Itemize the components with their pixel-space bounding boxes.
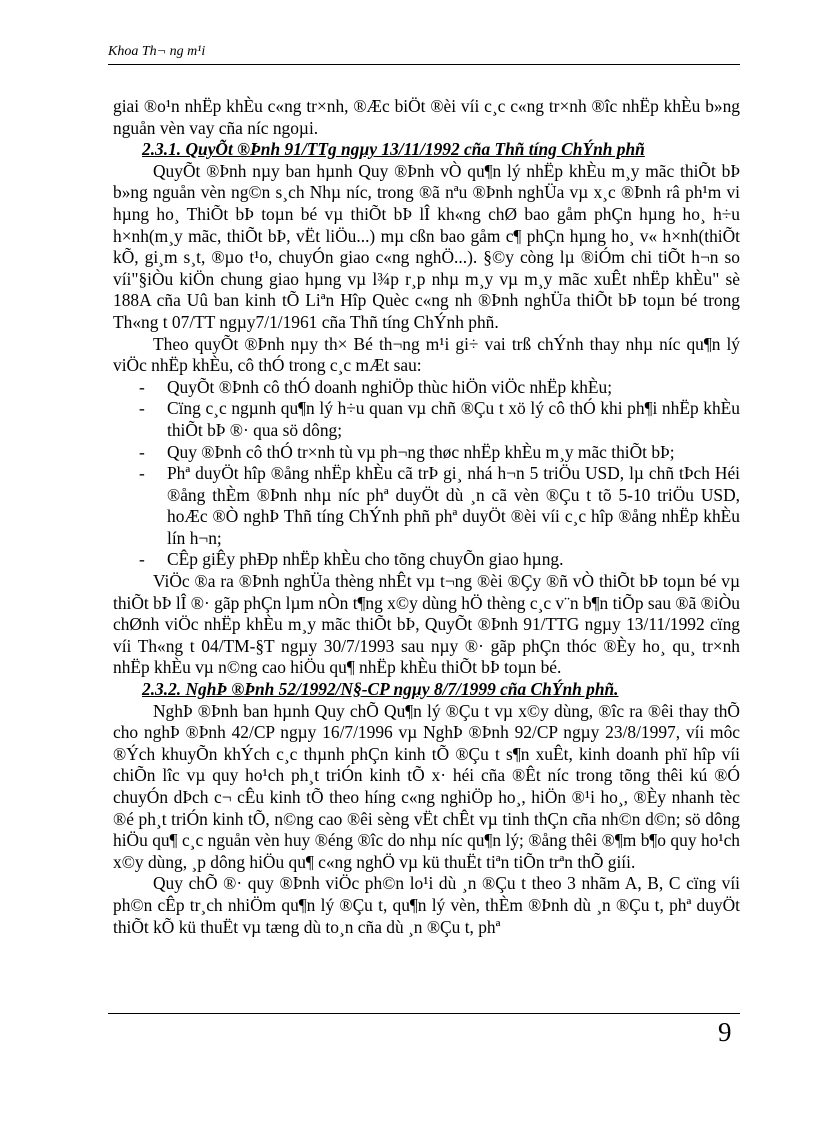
list-item	[139, 376, 740, 399]
list-item	[139, 398, 740, 441]
paragraph-231-1: QuyÕt ®Þnh nµy ban hµnh Quy ®Þnh vÒ qu¶n lý nhËp khÈu m¸y mãc thiÕt bÞ b»ng nguån vèn ng©n s¸ch Nhµ níc, trong ®ã nªu ®Þnh nghÜa vµ x¸c ®Þnh râ ph¹m vi hµng ho¸ ThiÕt bÞ toµn bé vµ thiÕt bÞ lÎ kh«ng chØ bao gåm phÇn hµng ho¸ h÷u h×nh(m¸y mãc, thiÕt bÞ, vËt liÖu...) mµ cßn bao gåm c¶ phÇn hµng ho¸ v« h×nh(thiÕt kÕ, gi¸m s¸t, ®µo t¹o, chuyÓn giao c«ng nghÖ...). §©y còng lµ ®iÓm chi tiÕt h¬n so víi"§iÒu kiÖn chung giao hµng vµ l¾p r¸p nhµ m¸y vµ m¸y mãc xuÊt nhËp khÈu" sè 188A cña Uû ban kinh tÕ Liªn Hîp Quèc c«ng nh ®Þnh nghÜa thiÕt bÞ toµn bé trong Th«ng t 07/TT ngµy7/1/1961 cña Thñ tíng ChÝnh phñ.	[113, 160, 740, 332]
list-item	[139, 549, 740, 571]
paragraph-232-2: Quy chÕ ®· quy ®Þnh viÖc ph©n lo¹i dù ¸n ®Çu t theo 3 nhãm A, B, C cïng víi ph©n cÊp tr¸ch nhiÖm qu¶n lý ®Çu t, qu¶n lý vèn, thÈm ®Þnh dù ¸n ®Çu t, phª duyÖt thiÕt kÕ kü thuËt vµ tæng dù to¸n cña dù ¸n ®Çu t, phª	[113, 873, 740, 937]
dash-bullet: -	[139, 376, 145, 397]
document-body	[113, 96, 740, 938]
list-item-text: QuyÕt ®Þnh cô thÓ doanh nghiÖp thùc hiÖn viÖc nhËp khÈu;	[167, 376, 613, 397]
list-item-text: CÊp giÊy phÐp nhËp khÈu cho tõng chuyÕn giao hµng.	[167, 549, 564, 570]
paragraph-232-1: NghÞ ®Þnh ban hµnh Quy chÕ Qu¶n lý ®Çu t vµ x©y dùng, ®îc ra ®êi thay thÕ cho nghÞ ®Þnh 42/CP ngµy 16/7/1996 vµ NghÞ ®Þnh 92/CP ngµy 23/8/1997, víi môc ®Ých khuyÕn khÝch c¸c thµnh phÇn kinh tÕ ®Çu t s¶n xuÊt, kinh doanh phï hîp víi chiÕn lîc vµ quy ho¹ch ph¸t triÓn kinh tÕ x· héi cña ®Êt níc trong tõng thêi kú ®Ó chuyÓn dÞch c¬ cÊu kinh tÕ theo híng c«ng nghiÖp ho¸, hiÖn ®¹i ho¸, ®Èy nhanh tèc ®é ph¸t triÓn kinh tÕ, n©ng cao ®êi sèng vËt chÊt vµ tinh thÇn cña nh©n d©n; sö dông hiÖu qu¶ c¸c nguån vèn huy ®éng ®îc do nhµ níc qu¶n lý; ®ång thêi ®¶m b¶o quy ho¹ch x©y dùng, ¸p dông hiÖu qu¶ c«ng nghÖ vµ kü thuËt tiªn tiÕn trªn thÕ giíi.	[113, 700, 740, 872]
responsibility-list	[113, 377, 740, 571]
page-header-title: Khoa Th¬ ng m¹i	[108, 44, 206, 59]
list-item-text: Cïng c¸c ngµnh qu¶n lý h÷u quan vµ chñ ®Çu t xö lý cô thÓ khi ph¶i nhËp khÈu thiÕt bÞ ®· qua sö dông;	[167, 398, 740, 440]
dash-bullet: -	[139, 549, 145, 570]
section-heading-2-3-1: 2.3.1. QuyÕt ®Þnh 91/TTg ngµy 13/11/1992 cña Thñ tíng ChÝnh phñ	[142, 139, 645, 160]
list-item	[139, 441, 740, 464]
paragraph-231-2: Theo quyÕt ®Þnh nµy th× Bé th¬ng m¹i gi÷ vai trß chÝnh thay nhµ níc qu¶n lý viÖc nhËp khÈu, cô thÓ trong c¸c mÆt sau:	[113, 333, 740, 376]
section-heading-2-3-2: 2.3.2. NghÞ ®Þnh 52/1992/N§-CP ngµy 8/7/1999 cña ChÝnh phñ.	[142, 679, 619, 700]
paragraph-intro: giai ®o¹n nhËp khÈu c«ng tr×nh, ®Æc biÖt ®èi víi c¸c c«ng tr×nh ®îc nhËp khÈu b»ng nguån vèn vay cña níc ngoµi.	[113, 96, 740, 138]
list-item-text: Quy ®Þnh cô thÓ tr×nh tù vµ ph¬ng thøc nhËp khÈu m¸y mãc thiÕt bÞ;	[167, 441, 675, 462]
dash-bullet: -	[139, 441, 145, 462]
header-divider	[108, 64, 740, 65]
list-item-text: Phª duyÖt hîp ®ång nhËp khÈu cã trÞ gi¸ nhá h¬n 5 triÖu USD, lµ chñ tÞch Héi ®ång thÈm ®Þnh nhµ níc phª duyÖt dù ¸n cã vèn ®Çu t tõ 5-10 triÖu USD, hoÆc ®Ò nghÞ Thñ tíng ChÝnh phñ phª duyÖt ®èi víi c¸c hîp ®ång nhËp khÈu lín h¬n;	[167, 463, 740, 548]
page-number: 9	[718, 1017, 732, 1047]
paragraph-231-3: ViÖc ®a ra ®Þnh nghÜa thèng nhÊt vµ t¬ng ®èi ®Çy ®ñ vÒ thiÕt bÞ toµn bé vµ thiÕt bÞ lÎ ®· gãp phÇn lµm nÒn t¶ng x©y dùng hÖ thèng c¸c v¨n b¶n tiÕp sau ®ã ®iÒu chØnh viÖc nhËp khÈu m¸y mãc thiÕt bÞ, QuyÕt ®Þnh 91/TTG ngµy 13/11/1992 cïng víi Th«ng t 04/TM-§T ngµy 30/7/1993 sau nµy ®· gãp phÇn thóc ®Èy ho¸ qu¸ tr×nh nhËp khÈu vµ n©ng cao hiÖu qu¶ nhËp khÈu thiÕt bÞ toµn bé.	[113, 571, 740, 678]
list-item	[139, 463, 740, 549]
dash-bullet: -	[139, 463, 145, 484]
dash-bullet: -	[139, 398, 145, 419]
footer-divider	[108, 1013, 740, 1014]
